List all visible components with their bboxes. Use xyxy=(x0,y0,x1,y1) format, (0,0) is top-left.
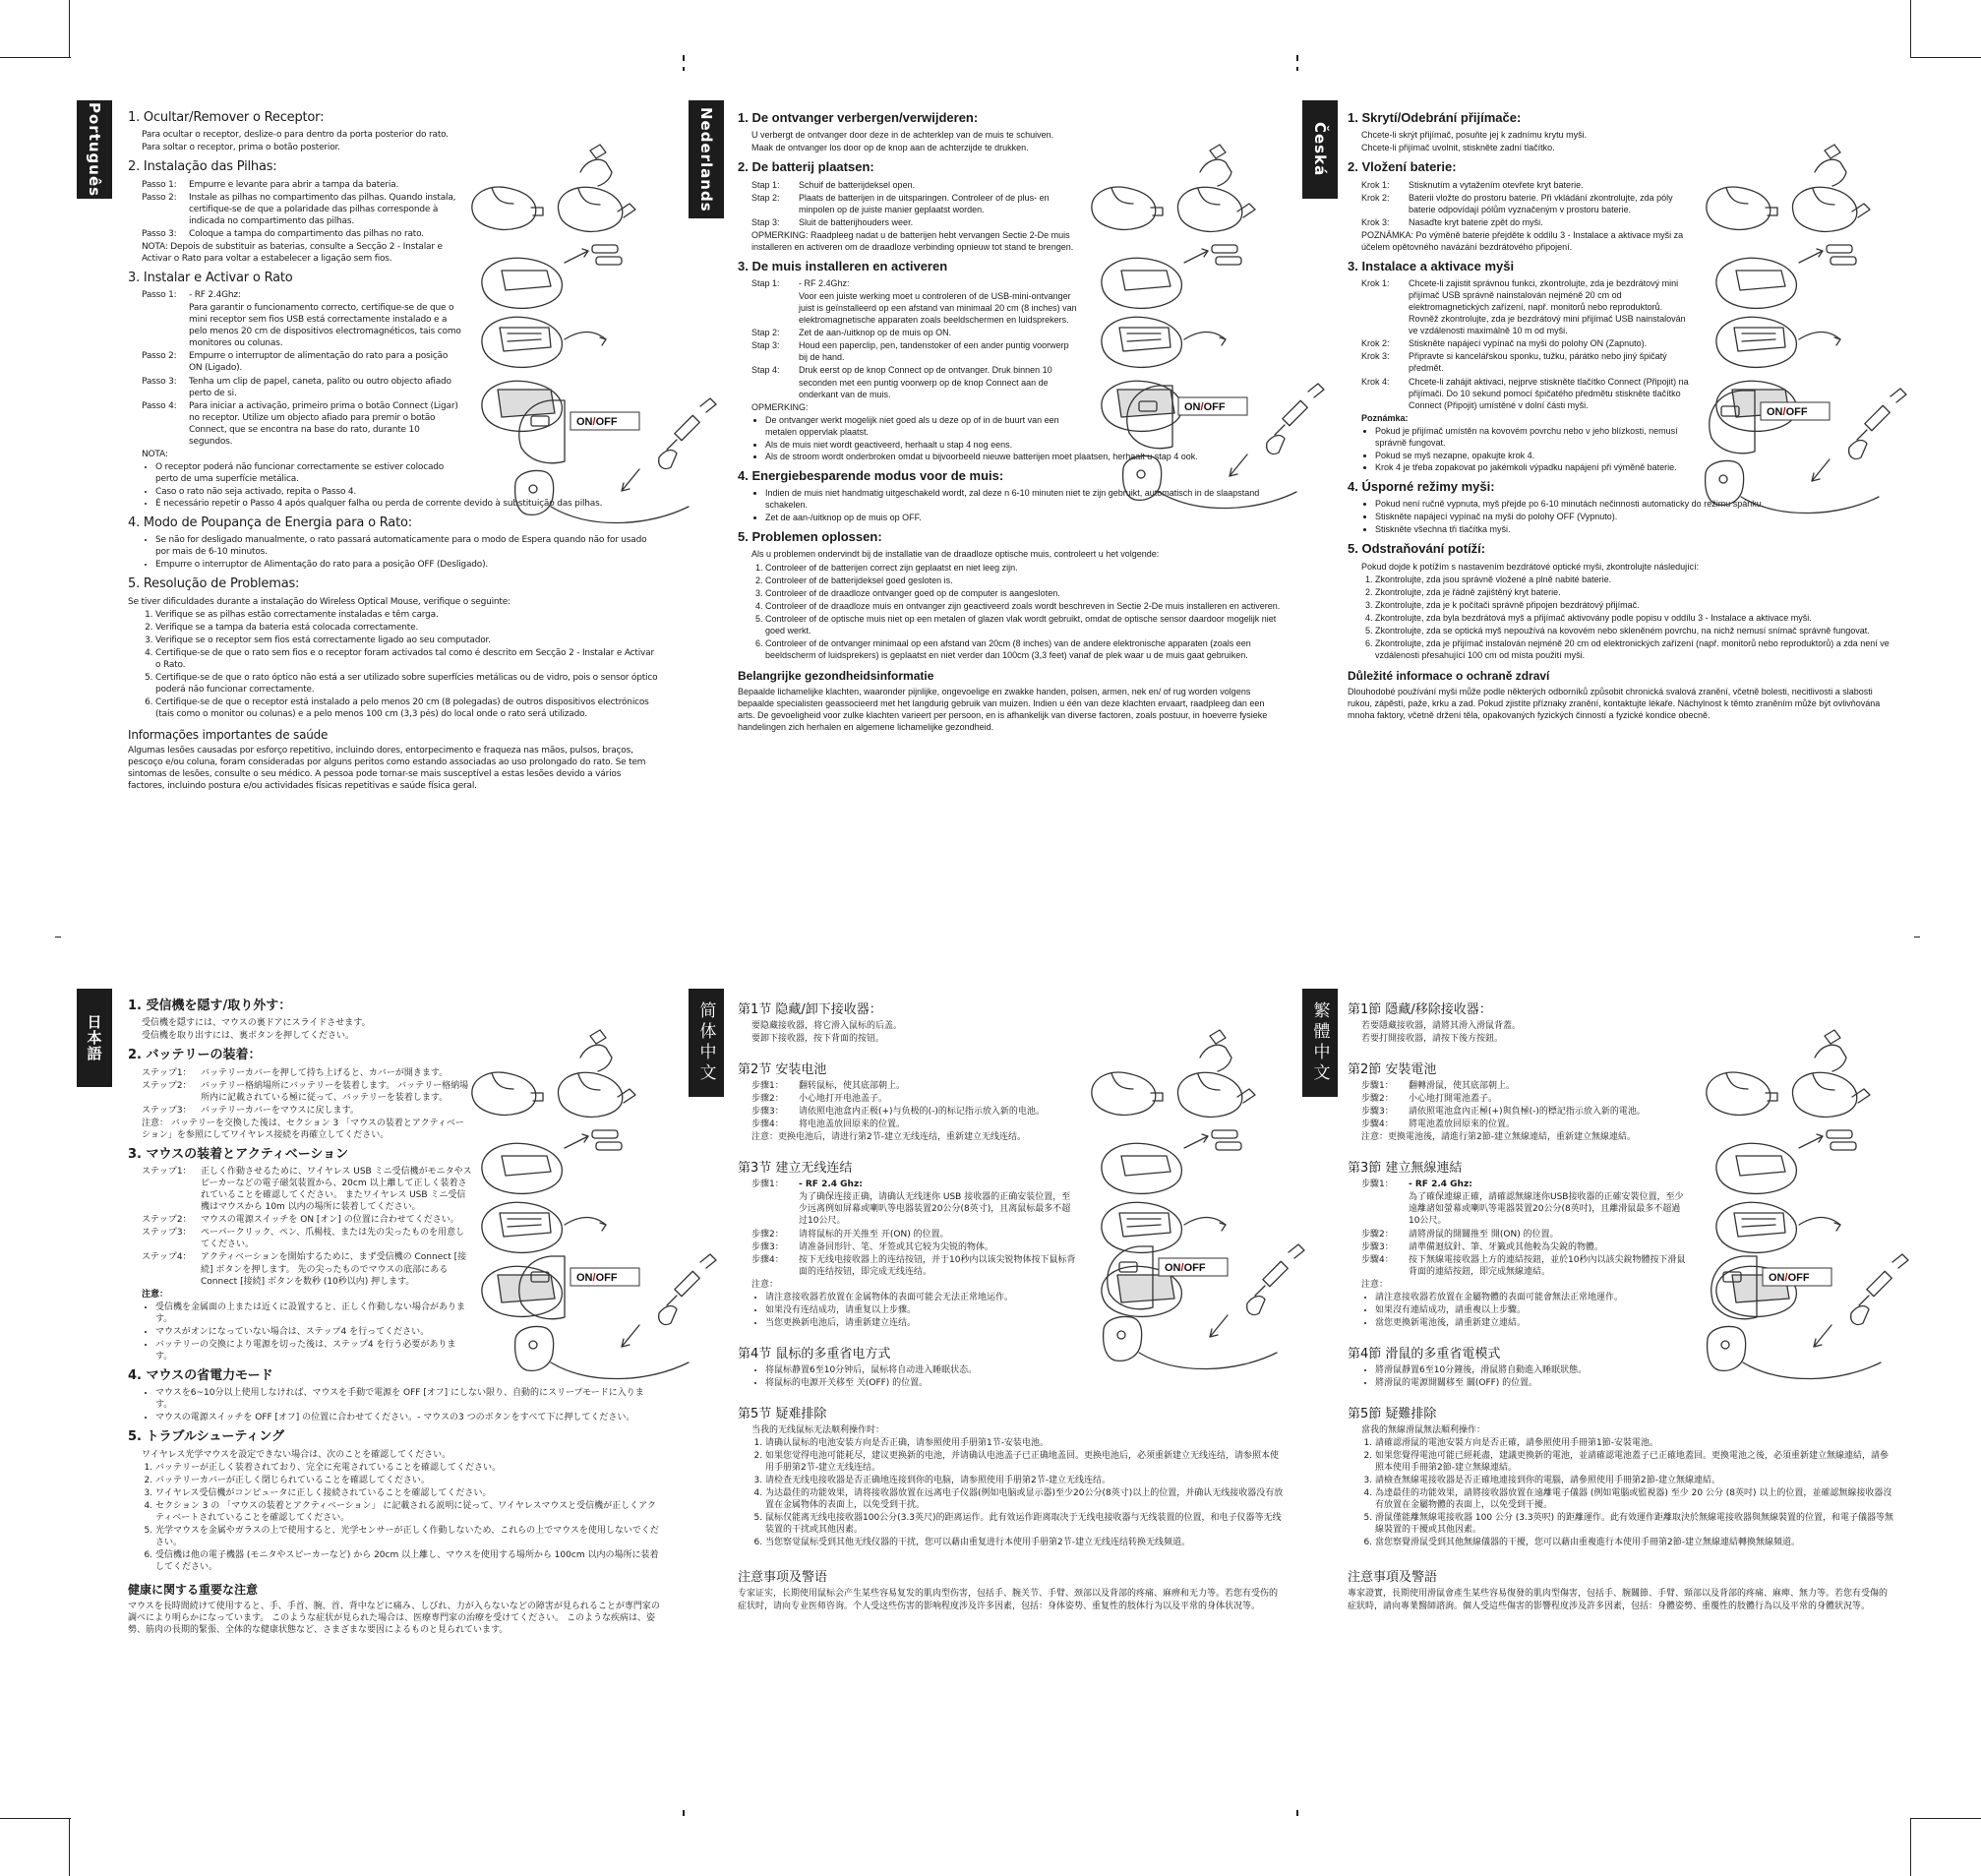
list-item: • Se não for desligado manualmente, o rato passará automaticamente para o modo de Espera quando não for usado por mais de 6-10 minutos. xyxy=(155,534,659,558)
health-heading: 注意事項及警語 xyxy=(1348,1570,1438,1586)
list-item: • Zet de aan-/uitknop op de muis op OFF. xyxy=(765,512,1281,523)
section-heading: 第3節 建立無線連結 xyxy=(1348,1161,1463,1177)
section-heading: 第5节 疑难排除 xyxy=(738,1406,827,1422)
note-label: Poznámka: xyxy=(1361,412,1409,423)
step-row: Krok 2: Baterii vložte do prostoru baterie. Při vkládání zkontrolujte, zda póly baterie odpovídají pólům vyznačeným v prostoru baterie. xyxy=(1361,192,1673,214)
step-row: ステップ3： ペーパークリック、ペン、爪楊枝、または先の尖ったものを用意してください。 xyxy=(142,1228,465,1250)
fold-mark xyxy=(683,1810,685,1816)
step-row: ステップ2： バッテリー格納場所にバッテリーを装着します。 バッテリー格納場所内に記載されている極に従って、バッテリーを装着します。 xyxy=(142,1080,469,1103)
step-row: Stap 4: Druk eerst op de knop Connect op de ontvanger. Druk binnen 10 seconden met een puntig voorwerp op de knop Connect aan de onderkant van de muis. xyxy=(751,365,1052,399)
list-item: 6. 当您察觉鼠标受到其他无线仪器的干扰，您可以藉由重复进行本使用手册第2节-建立无线连结转换无线频道。 xyxy=(765,1537,1284,1548)
step-row: ステップ1： バッテリーカバーを押して持ち上げると、カバーが開きます。 xyxy=(142,1067,449,1078)
step-row: 步驟2： 請將滑鼠的開關推至 開(ON) 的位置。 xyxy=(1361,1229,1559,1240)
list-item: • バッテリーの交換により電源を切った後は、ステップ4 を行う必要があります。 xyxy=(155,1339,472,1362)
power-switch-icon xyxy=(1127,386,1172,449)
step-row: Stap 1: - RF 2.4Ghz: xyxy=(751,278,850,289)
off-label: OFF xyxy=(1785,406,1808,418)
off-label: OFF xyxy=(1183,1262,1206,1274)
section-heading: 5. Problemen oplossen: xyxy=(738,529,882,545)
hidden-receiver-mouse-icon xyxy=(472,1030,635,1117)
note: 注意：更换电池后，请进行第2节-建立无线连结，重新建立无线连结。 xyxy=(751,1132,1026,1143)
activation-illustrations xyxy=(1682,379,1918,516)
paragraph: 受信機を取り出すには、裏ボタンを押してください。 xyxy=(142,1031,355,1042)
list-item: • Krok 4 je třeba zopakovat po jakémkoli výpadku napájení při výměně baterie. xyxy=(1375,461,1893,473)
health-text: マウスを長時間続けて使用すると、手、手首、腕、首、背中などに痛み、しびれ、力が入らないなどの障害が見られることが専門家の調べにより明らかになっています。 このような症状が見られた場合は、医療専門家の治療を受けてください。 このような疾病は、姿勢、筋肉の長期的緊張、全体的な健康状態など、さまざまな要因によるものと見られています。 xyxy=(128,1601,660,1636)
step-row: 步驟4： 將電池蓋放回原來的位置。 xyxy=(1361,1120,1516,1130)
battery-mouse-icon xyxy=(1716,1130,1856,1193)
list-item: 2. Zkontrolujte, zda je řádně zajištěný kryt baterie. xyxy=(1375,586,1893,598)
list-item: 6. Certifique-se de que o receptor está instalado a pelo menos 20 cm (8 polegadas) de outros dispositivos electrónicos (tais como o monitor ou colunas) e a pelo menos 100 cm (3,3 pés) do local onde o rato será utilizado. xyxy=(155,696,659,720)
usb-receiver-icon xyxy=(1849,389,1906,459)
language-tab: Česká xyxy=(1302,100,1338,199)
health-text: 专家证实，长期使用鼠标会产生某些容易复发的肌肉型伤害，包括手、腕关节、手臂、颈部以及背部的疼痛、麻痹和无力等。若您有受伤的症状时，请向专业医师咨询。个人受这些伤害的影响程度涉及许多因素，包括：身体姿势、重复性的肢体行为以及平常的身体状况等。 xyxy=(738,1589,1279,1611)
language-tab: Português xyxy=(77,100,112,199)
hidden-receiver-mouse-icon xyxy=(1092,1030,1255,1117)
paragraph: 受信機を隠すには、マウスの裏ドアにスライドさせます。 xyxy=(142,1018,371,1029)
battery-install-icon xyxy=(1716,317,1840,367)
step-row: Stap 2: Zet de aan-/uitknop op de muis op ON. xyxy=(751,328,952,338)
arrow-icon xyxy=(1210,1315,1228,1337)
arrow-icon xyxy=(622,1325,639,1347)
list-item: 1. Controleer of de batterijen correct zijn geplaatst en niet leeg zijn. xyxy=(765,562,1281,574)
activation-illustration xyxy=(1682,379,1918,516)
list-item: 2. バッテリーカバーが正しく閉じられていることを確認してください。 xyxy=(155,1475,661,1486)
sep-label: / xyxy=(1784,1272,1788,1284)
paragraph: U verbergt de ontvanger door deze in de achterklep van de muis te schuiven. xyxy=(751,130,1054,141)
step-row: 步骤4： 按下无线电接收器上的连结按钮，并于10秒内以该尖锐物体按下鼠标背面的连结按钮，即完成无线连结。 xyxy=(751,1254,1076,1277)
on-off-label xyxy=(576,416,618,428)
mouse-underside-icon xyxy=(515,471,689,523)
list-item: 5. 光学マウスを金属やガラスの上で使用すると、光学センサーが正しく作動しないため、これらの上でマウスを使用しないでください。 xyxy=(155,1525,661,1548)
off-label: OFF xyxy=(1203,401,1226,413)
section-heading: 第4节 鼠标的多重省电方式 xyxy=(738,1346,891,1362)
section-heading: 第3节 建立无线连结 xyxy=(738,1161,853,1177)
step-row: Stap 3: Sluit de batterijhouders weer. xyxy=(751,216,914,227)
list-item: 4. 為達最佳的功能效果，請將接收器放置在遠離電子儀器 (例如電腦或監視器) 至少 20 公分 (8英吋) 以上的位置，並確認無線接收器沒有放置在金屬物體的表面上，以免受到干擾。 xyxy=(1375,1487,1894,1511)
paragraph: 要隐藏接收器，将它滑入鼠标的后盖。 xyxy=(751,1021,903,1031)
note-label: 注意： xyxy=(142,1289,169,1300)
list-item: • É necessário repetir o Passo 4 após qualquer falha ou perda de corrente devido à substituição das pilhas. xyxy=(155,498,659,510)
on-label: ON xyxy=(576,416,593,428)
step-row: 步驟1： 翻轉滑鼠，使其底部朝上。 xyxy=(1361,1081,1516,1092)
step-row: 步骤2： 小心地打开电池盖子。 xyxy=(751,1094,888,1105)
paragraph: Chcete-li přijímač uvolnit, stiskněte zadní tlačítko. xyxy=(1361,143,1555,153)
battery-install-icon xyxy=(1102,317,1226,367)
fold-mark xyxy=(683,67,685,71)
mouse-underside-icon xyxy=(1708,1327,1881,1379)
note-label: NOTA: xyxy=(142,449,168,459)
health-heading: Belangrijke gezondheidsinformatie xyxy=(738,668,934,683)
activation-illustrations xyxy=(492,389,728,526)
on-label: ON xyxy=(1769,1272,1785,1284)
list-item: 1. Zkontrolujte, zda jsou správně vložené a plně nabité baterie. xyxy=(1375,574,1893,585)
step-row: ステップ1： 正しく作動させるために、ワイヤレス USB ミニ受信機がモニタやスピーカーなどの電子磁気装置から、20cm 以上離して正しく装着されていることを確認してください。 またワイヤレス USB ミニ受信機はマウスから 10m 以内の場所に装着してください。 xyxy=(142,1167,472,1213)
note: OPMERKING: Raadpleeg nadat u de batterijen hebt vervangen Sectie 2-De muis installeren en activeren om de draadloze verbinding opnieuw tot stand te brengen. xyxy=(751,229,1074,252)
list-item: 1. 请确认鼠标的电池安装方向是否正确，请参照使用手册第1节-安装电池。 xyxy=(765,1437,1284,1449)
paragraph: Maak de ontvanger los door op de knop aan de achterzijde te drukken. xyxy=(751,143,1029,153)
paragraph: Para soltar o receptor, prima o botão posterior. xyxy=(142,143,340,153)
mouse-underside-icon xyxy=(1104,1317,1277,1369)
crop-mark xyxy=(1910,1818,1911,1876)
on-off-label xyxy=(576,1272,618,1284)
usb-receiver-icon xyxy=(1267,384,1324,454)
activation-illustration xyxy=(1684,1244,1920,1382)
list-item: 2. 如果您覺得電池可能已經耗盡，建議更換新的電池，並請確認電池蓋子已正確地蓋回。更換電池之後，必須重新建立無線連結，請參照本使用手冊第2節-建立無線連結。 xyxy=(1375,1450,1894,1474)
section-heading: 4. Úsporné režimy myši: xyxy=(1348,478,1495,494)
list-item: 6. Zkontrolujte, zda je přijímač instalován nejméně 20 cm od elektronických zařízení (např. monitorů nebo reproduktorů) a zda není ve vzdálenosti přesahující 100 cm od místa použití myši. xyxy=(1375,637,1893,661)
list-item: 4. Certifique-se de que o rato sem fios e o receptor foram activados tal como é descrito em Secção 2 - Instalar e Activar o Rato. xyxy=(155,647,659,671)
language-tab: Nederlands xyxy=(689,100,724,218)
power-switch-icon xyxy=(519,1256,565,1319)
step-row: Krok 3: Připravte si kancelářskou sponku, tužku, párátko nebo jiný špičatý předmět. xyxy=(1361,351,1667,374)
list-item: 1. バッテリーが正しく装着されており、完全に充電されていることを確認してください。 xyxy=(155,1462,661,1474)
step-row: 步驟3： 請依照電池盒內正極(+)與負極(-)的標記指示放入新的電池。 xyxy=(1361,1107,1646,1118)
sep-label: / xyxy=(592,1272,596,1284)
section-heading: 第1节 隐藏/卸下接收器： xyxy=(738,1002,882,1017)
step-row: 步驟1： - RF 2.4 Ghz: xyxy=(1361,1180,1472,1190)
arrow-icon xyxy=(622,469,639,491)
section-heading: 5. Odstraňování potíží: xyxy=(1348,541,1486,557)
list-item: 3. 请检查无线电接收器是否正确地连接到你的电脑，请参照使用手册第2节-建立无线连结。 xyxy=(765,1475,1284,1486)
fold-mark xyxy=(1914,937,1920,938)
step-row: ステップ3： バッテリーカバーをマウスに戻します。 xyxy=(142,1105,359,1116)
list-item: • Stiskněte všechna tři tlačítka myši. xyxy=(1375,523,1893,535)
activation-illustration xyxy=(1100,374,1336,512)
language-tab: 简体中文 xyxy=(689,989,724,1097)
list-item: 3. ワイヤレス受信機がコンピュータに正しく接続されていることを確認してください。 xyxy=(155,1487,661,1499)
off-label: OFF xyxy=(595,416,618,428)
list-item: 5. Certifique-se de que o rato óptico não está a ser utilizado sobre superfícies metálicas ou de vidro, pois o sensor óptico poderá não funcionar correctamente. xyxy=(155,672,659,696)
health-heading: 健康に関する重要な注意 xyxy=(128,1582,259,1597)
activation-illustrations xyxy=(1100,374,1336,512)
list-item: 4. Zkontrolujte, zda byla bezdrátová myš a přijímač aktivovány podle popisu v oddílu 3 - Instalace a aktivace myši. xyxy=(1375,612,1893,624)
health-text: Dlouhodobé používání myši může podle některých odborníků způsobit chronická svalová zranění, včetně bolesti, necitlivosti a slabosti rukou, zápěstí, paže, krku a zad. Pokud zjistíte příznaky zranění, kontaktujte lékaře. Náchylnost k těmto zraněním může být ovlivňována mnoha faktory, včetně držení těla, opakovaných fyzických činností a fyzické kondice obecně. xyxy=(1348,686,1881,720)
arrow-icon xyxy=(1814,1325,1831,1347)
hidden-receiver-mouse-icon xyxy=(1707,1030,1870,1117)
section-heading: 4. マウスの省電力モード xyxy=(128,1367,273,1383)
paragraph: Als u problemen ondervindt bij de installatie van de draadloze optische muis, controleert u het volgende: xyxy=(751,549,1160,560)
step-row: Krok 2: Stiskněte napájecí vypínač na myši do polohy ON (Zapnuto). xyxy=(1361,338,1648,349)
battery-mouse-icon xyxy=(482,245,622,308)
note-label: OPMERKING: xyxy=(751,401,809,412)
paragraph: Pokud dojde k potížím s nastavením bezdrátové optické myši, zkontrolujte následující: xyxy=(1361,561,1700,572)
paragraph: 要卸下接收器，按下背面的按钮。 xyxy=(751,1034,885,1045)
note: NOTA: Depois de substituir as baterias, consulte a Secção 2 - Instalar e Activar o Rato para voltar a estabelecer a ligação sem fios. xyxy=(142,241,443,264)
power-switch-icon xyxy=(1108,1246,1153,1309)
hidden-receiver-mouse-icon xyxy=(1707,145,1870,231)
list-item: 4. 为达最佳的功能效果，请将接收器放置在远离电子仪器(例如电脑或显示器)至少20公分(8英寸)以上的位置，并确认无线接收器没有放置在金属物体的表面上，以免受到干扰。 xyxy=(765,1487,1284,1511)
crop-mark xyxy=(69,1818,70,1876)
paragraph: Para ocultar o receptor, deslize-o para dentro da porta posterior do rato. xyxy=(142,130,449,141)
paragraph: ワイヤレス光学マウスを設定できない場合は、次のことを確認してください。 xyxy=(142,1449,451,1460)
on-label: ON xyxy=(1767,406,1783,418)
battery-mouse-icon xyxy=(482,1130,622,1193)
list-item: 1. 請確認滑鼠的電池安裝方向是否正確，請參照使用手冊第1節-安裝電池。 xyxy=(1375,1437,1894,1449)
mouse-underside-icon xyxy=(1123,456,1296,509)
section-heading: 2. Vložení baterie: xyxy=(1348,159,1457,175)
paragraph: 為了確保連線正確，請確認無線迷你USB接收器的正確安裝位置，至少遠離諸如螢幕或喇叭等電器裝置20公分(8英吋)，且離滑鼠最多不超過10公尺。 xyxy=(1409,1192,1684,1227)
section-heading: 2. バッテリーの装着： xyxy=(128,1048,262,1063)
list-item: • O receptor poderá não funcionar correctamente se estiver colocado perto de uma superfície metálica. xyxy=(155,461,462,485)
list-item: 6. 當您察覺滑鼠受到其他無線儀器的干擾，您可以藉由重複進行本使用手冊第2節-建立無線連結轉換無線頻道。 xyxy=(1375,1537,1894,1548)
note-label: 注意： xyxy=(751,1279,779,1290)
health-heading: Důležité informace o ochraně zdraví xyxy=(1348,668,1550,683)
sep-label: / xyxy=(592,416,596,428)
hidden-receiver-mouse-icon xyxy=(472,145,635,231)
on-off-label xyxy=(1767,406,1808,418)
note: 注意：更換電池後，請進行第2節-建立無線連結，重新建立無線連結。 xyxy=(1361,1132,1636,1143)
section-heading: 3. Instalace a aktivace myši xyxy=(1348,258,1515,273)
note: POZNÁMKA: Po výměně baterie přejděte k oddílu 3 - Instalace a aktivace myši za účelem opětovného navázání bezdrátového připojení. xyxy=(1361,229,1684,252)
list-item: • マウスがオンになっていない場合は、ステップ4 を行ってください。 xyxy=(155,1326,472,1338)
on-off-label xyxy=(1769,1272,1810,1284)
list-item: • 請注意接收器若放置在金屬物體的表面可能會無法正常地運作。 xyxy=(1375,1292,1687,1303)
battery-mouse-icon xyxy=(1102,245,1241,308)
section-heading: 4. Energiebesparende modus voor de muis: xyxy=(738,467,1004,483)
list-item: 6. Controleer of de ontvanger minimaal op een afstand van 20cm (8 inches) van de andere elektronische apparaten (zoals een beeldscherm of luidsprekers) is geplaatst en niet verder dan 100cm (3,3 feet) vanaf de plek waar u de muis gaat gebruiken. xyxy=(765,637,1281,661)
list-item: • 如果沒有連結成功，請重複以上步驟。 xyxy=(1375,1304,1687,1316)
step-row: Krok 1: Chcete-li zajistit správnou funkci, zkontrolujte, zda je bezdrátový mini přijímač USB správně nainstalován nejméně 20 cm od elektromagnetických zařízení, např. monitorů nebo reproduktorů. Rovněž zkontrolujte, zda je bezdrátový mini přijímač USB nainstalován ve vzdálenosti maximálně 10 m od myši. xyxy=(1361,278,1686,336)
on-label: ON xyxy=(1165,1262,1181,1274)
section-heading: 2. Instalação das Pilhas: xyxy=(128,159,277,175)
health-heading: 注意事项及警语 xyxy=(738,1570,828,1586)
power-switch-icon xyxy=(519,400,565,463)
arrow-icon xyxy=(1812,459,1830,481)
section-heading: 5. Resolução de Problemas: xyxy=(128,576,300,592)
step-row: Krok 3: Nasaďte kryt baterie zpět do myši. xyxy=(1361,216,1543,227)
on-label: ON xyxy=(576,1272,593,1284)
activation-illustration xyxy=(492,1244,728,1382)
activation-illustrations xyxy=(1080,1235,1316,1372)
arrow-icon xyxy=(1230,454,1247,476)
list-item: 2. Controleer of de batterijdeksel goed gesloten is. xyxy=(765,575,1281,586)
list-item: • Pokud se myš nezapne, opakujte krok 4. xyxy=(1375,450,1692,461)
activation-illustrations xyxy=(492,1244,728,1382)
crop-mark xyxy=(1910,0,1911,57)
section-heading: 1. Ocultar/Remover o Receptor: xyxy=(128,110,325,125)
health-text: Bepaalde lichamelijke klachten, waaronder pijnlijke, ongevoelige en zwakke handen, polsen, armen, nek en/ of rug worden volgens bepaalde specialisten geassocieerd met het langdurig gebruik van muizen. Indien u één van deze klachten ervaart, raadpleeg dan een arts. De gevoeligheid voor zulke klachten varieert per persoon, en is afhankelijk van diverse factoren, zoals postuur, in hoeverre fysieke handelingen zich herhalen en algemene lichamelijke gezondheid. xyxy=(738,686,1268,733)
usb-receiver-icon xyxy=(1851,1254,1908,1325)
step-row: Passo 2: Instale as pilhas no compartimento das pilhas. Quando instala, certifique-se de que a polaridade das pilhas corresponde à indicada no compartimento das pilhas. xyxy=(142,192,456,226)
section-heading: 1. 受信機を隠す/取り外す： xyxy=(128,999,292,1013)
list-item: • 受信機を金属面の上または近くに設置すると、正しく作動しない場合があります。 xyxy=(155,1301,472,1325)
list-item: • Pokud je přijímač umístěn na kovovém povrchu nebo v jeho blízkosti, nemusí správně fungovat. xyxy=(1375,425,1692,449)
section-heading: 3. De muis installeren en activeren xyxy=(738,258,948,273)
activation-illustrations xyxy=(1684,1244,1920,1382)
section-heading: 4. Modo de Poupança de Energia para o Rato: xyxy=(128,515,412,531)
list-item: • Pokud není ručně vypnuta, myš přejde po 6-10 minutách nečinnosti automaticky do režimu spánku. xyxy=(1375,498,1893,510)
power-switch-icon xyxy=(1710,391,1755,454)
language-tab: 繁體中文 xyxy=(1302,989,1338,1097)
step-row: ステップ2： マウスの電源スイッチを ON [オン] の位置に合わせてください。 xyxy=(142,1215,459,1226)
sep-label: / xyxy=(1200,401,1204,413)
section-heading: 第1節 隱藏/移除接收器： xyxy=(1348,1002,1492,1017)
paragraph: 为了确保连接正确，请确认无线迷你 USB 接收器的正确安装位置，至少远离例如屏幕或喇叭等电器装置20公分(8英寸)，且离鼠标最多不超过10公尺。 xyxy=(799,1192,1071,1227)
list-item: 4. Controleer of de draadloze muis en ontvanger zijn geactiveerd zoals wordt beschreven in Sectie 2-De muis installeren en activeren. xyxy=(765,600,1281,612)
list-item: 5. 鼠标仅能离无线电接收器100公分(3.3英尺)的距离运作。此有效运作距离取决于无线电接收器与无线装置的位置，和电子仪器等无线装置的干扰或其他因素。 xyxy=(765,1512,1284,1536)
list-item: 5. Zkontrolujte, zda se optická myš nepoužívá na kovovém nebo skleněném povrchu, na nichž nemusí snímač správně fungovat. xyxy=(1375,625,1893,636)
mouse-underside-icon xyxy=(1706,461,1879,514)
step-row: ステップ4： アクティベーションを開始するために、まず受信機の Connect [接続] ボタンを押します。 先の尖ったものでマウスの底部にある Connect [接続] ボタンを数秒 (10秒以内) 押します。 xyxy=(142,1252,467,1287)
on-off-label xyxy=(1184,401,1226,413)
battery-install-icon xyxy=(482,317,606,367)
health-heading: Informações importantes de saúde xyxy=(128,728,329,743)
on-off-label xyxy=(1165,1262,1206,1274)
step-row: Stap 2: Plaats de batterijen in de uitsparingen. Controleer of de plus- en minpolen op de juiste manier geplaatst worden. xyxy=(751,192,1050,214)
health-text: 專家證實，長期使用滑鼠會產生某些容易復發的肌肉型傷害，包括手、腕關節、手臂、頸部以及背部的疼痛、麻痺、無力等。若您有受傷的症狀時，請向專業醫師諮詢。個人受這些傷害的影響程度涉及許多因素，包括：身體姿勢、重覆性的肢體行為以及平常的身體狀況等。 xyxy=(1348,1589,1889,1611)
crop-mark xyxy=(1910,1818,1981,1819)
section-heading: 第4節 滑鼠的多重省電模式 xyxy=(1348,1346,1501,1362)
activation-illustration xyxy=(492,389,728,526)
fold-mark xyxy=(1296,55,1298,61)
crop-mark xyxy=(69,0,70,57)
list-item: 3. Verifique se o receptor sem fios está correctamente ligado ao seu computador. xyxy=(155,635,659,646)
step-row: Krok 4: Chcete-li zahájit aktivaci, nejprve stiskněte tlačítko Connect (Připojit) na přijímači. Do 10 sekund pomocí špičatého předmětu stiskněte tlačítko Connect (Připojit) umístěné v dolní části myši. xyxy=(1361,376,1689,410)
list-item: • マウスの電源スイッチを OFF [オフ] の位置に合わせてください。- マウスの3 つのボタンをすべて下に押してください。 xyxy=(155,1412,661,1423)
fold-mark xyxy=(683,55,685,61)
section-heading: 3. マウスの装着とアクティベーション xyxy=(128,1146,349,1162)
paragraph: Chcete-li skrýt přijímač, posuňte jej k zadnímu krytu myši. xyxy=(1361,130,1588,141)
paragraph: 若要打開接收器，請按下後方按鈕。 xyxy=(1361,1034,1504,1045)
step-row: Passo 3: Tenha um clip de papel, caneta, palito ou outro objecto afiado perto de si. xyxy=(142,376,451,398)
step-row: 步驟4： 按下無線電接收器上方的連結按鈕，並於10秒內以該尖銳物體按下滑鼠背面的連結按鈕，即完成無線連結。 xyxy=(1361,1254,1686,1277)
list-item: 3. 請檢查無線電接收器是否正確地連接到你的電腦，請參照使用手冊第2節-建立無線連結。 xyxy=(1375,1475,1894,1486)
list-item: • マウスを6~10分以上使用しなければ、マウスを手動で電源を OFF [オフ] にしない限り、自動的にスリープモードに入ります。 xyxy=(155,1387,661,1411)
list-item: • Caso o rato não seja activado, repita o Passo 4. xyxy=(155,486,462,498)
section-heading: 5. トラブルシューティング xyxy=(128,1429,285,1445)
list-item: • De ontvanger werkt mogelijk niet goed als u deze op of in de buurt van een metalen oppervlak plaatst. xyxy=(765,414,1077,438)
section-heading: 第2节 安装电池 xyxy=(738,1062,827,1078)
list-item: • 將滑鼠的電源開關移至 關(OFF) 的位置。 xyxy=(1375,1377,1894,1389)
paragraph: Para garantir o funcionamento correcto, certifique-se de que o mini receptor sem fios USB está correctamente instalado e a pelo menos 20 cm de dispositivos electromagnéticos, tais como monitores ou colunas. xyxy=(189,303,461,349)
list-item: 3. Controleer of de draadloze ontvanger goed op de computer is aangesloten. xyxy=(765,587,1281,599)
paragraph: 当我的无线鼠标无法顺利操作时： xyxy=(751,1424,885,1435)
section-heading: 1. Skrytí/Odebrání přijímače: xyxy=(1348,110,1522,125)
step-row: Passo 2: Empurre o interruptor de alimentação do rato para a posição ON (Ligado). xyxy=(142,351,449,374)
usb-receiver-icon xyxy=(659,398,716,469)
section-heading: 1. De ontvanger verbergen/verwijderen: xyxy=(738,110,979,125)
health-text: Algumas lesões causadas por esforço repetitivo, incluindo dores, entorpecimento e fraqueza nas mãos, pulsos, braços, pescoço e/ou coluna, foram consideradas por alguns peritos como estando associadas ao uso prolongado do rato. Se tem sintomas de lesões, consulte o seu médico. A pessoa pode tornar-se mais susceptível a estas lesões devido a vários factores, incluindo postura e/ou actividades físicas repetitivas e saúde física geral. xyxy=(128,746,646,792)
list-item: 5. 滑鼠僅能離無線電接收器 100 公分 (3.3英呎) 的距離運作。此有效運作距離取決於無線電接收器與無線裝置的位置，和電子儀器等無線裝置的干擾或其他因素。 xyxy=(1375,1512,1894,1536)
sep-label: / xyxy=(1782,406,1786,418)
battery-mouse-icon xyxy=(1102,1130,1241,1193)
step-row: Passo 1: - RF 2.4Ghz: xyxy=(142,290,241,301)
list-item: 6. 受信機は他の電子機器 (モニタやスピーカーなど) から 20cm 以上離し、マウスを使用する場所から 100cm 以内の場所に装着してください。 xyxy=(155,1549,661,1573)
list-item: 4. セクション 3 の 「マウスの装着とアクティベーション」 に記載される説明に従って、ワイヤレスマウスと受信機が正しくアクティベートされていることを確認してください。 xyxy=(155,1500,661,1524)
list-item: 2. Verifique se a tampa da bateria está colocada correctamente. xyxy=(155,622,659,634)
list-item: 5. Controleer of de optische muis niet op een metalen of glazen vlak wordt gebruikt, omdat de optische sensor daardoor mogelijk niet goed werkt. xyxy=(765,613,1281,636)
list-item: 2. 如果您觉得电池可能耗尽，建议更换新的电池，并请确认电池盖子已正确地盖回。更换电池后，必须重新建立无线连结，请参照本使用手册第2节-建立无线连结。 xyxy=(765,1450,1284,1474)
section-heading: 第2節 安裝電池 xyxy=(1348,1062,1437,1078)
off-label: OFF xyxy=(595,1272,618,1284)
activation-illustration xyxy=(1080,1235,1316,1372)
note: 注意： バッテリーを交換した後は、セクション 3 「マウスの装着とアクティベーション」を参照にしてワイヤレス接続を再確立してください。 xyxy=(142,1118,464,1140)
note-label: 注意： xyxy=(1361,1279,1389,1290)
step-row: Passo 4: Para iniciar a activação, primeiro prima o botão Connect (Ligar) no receptor. Utilize um objecto afiado para premir o botão Connect, que se encontra na base do rato, durante 10 segundos. xyxy=(142,400,458,447)
step-row: Passo 1: Empurre e levante para abrir a tampa da bateria. xyxy=(142,179,399,190)
step-row: Stap 1: Schuif de batterijdeksel open. xyxy=(751,179,916,190)
step-row: 步骤1： 翻转鼠标，使其底部朝上。 xyxy=(751,1081,906,1092)
list-item: • Als de muis niet wordt geactiveerd, herhaalt u stap 4 nog eens. xyxy=(765,439,1077,451)
language-tab: 日本語 xyxy=(77,989,112,1087)
crop-mark xyxy=(0,1818,71,1819)
list-item: • Als de stroom wordt onderbroken omdat u bijvoorbeeld nieuwe batterijen moet plaatsen, herhaalt u stap 4 ook. xyxy=(765,451,1281,462)
list-item: • 將滑鼠靜置6至10分鐘後，滑鼠將自動進入睡眠狀態。 xyxy=(1375,1364,1894,1376)
step-row: 步驟2： 小心地打開電池蓋子。 xyxy=(1361,1094,1498,1105)
mouse-underside-icon xyxy=(515,1327,689,1379)
power-switch-icon xyxy=(1711,1256,1757,1319)
paragraph: 當我的無線滑鼠無法順利操作： xyxy=(1361,1424,1486,1435)
list-item: • Indien de muis niet handmatig uitgeschakeld wordt, zal deze n 6-10 minuten niet te zijn gebruikt, automatisch in de slaapstand schakelen. xyxy=(765,487,1281,511)
step-row: 步骤4： 将电池盖放回原来的位置。 xyxy=(751,1120,906,1130)
section-heading: 2. De batterij plaatsen: xyxy=(738,159,874,175)
step-row: 步骤1： - RF 2.4 Ghz: xyxy=(751,1180,863,1190)
list-item: • 请注意接收器若放置在金属物体的表面可能会无法正常地运作。 xyxy=(765,1292,1077,1303)
crop-mark xyxy=(1910,57,1981,58)
list-item: • 将鼠标的电源开关移至 关(OFF) 的位置。 xyxy=(765,1377,1284,1389)
step-row: 步驟3： 請準備迴紋針、筆、牙籤或其他較為尖銳的物體。 xyxy=(1361,1241,1604,1252)
usb-receiver-icon xyxy=(1247,1244,1304,1315)
step-row: 步骤2： 请将鼠标的开关推至 开(ON) 的位置。 xyxy=(751,1229,949,1240)
step-row: 步骤3： 请准备回形针、笔、牙签或其它较为尖锐的物体。 xyxy=(751,1241,994,1252)
list-item: • Stiskněte napájecí vypínač na myši do polohy OFF (Vypnuto). xyxy=(1375,511,1893,522)
on-label: ON xyxy=(1184,401,1201,413)
list-item: • 如果没有连结成功，请重复以上步骤。 xyxy=(765,1304,1077,1316)
fold-mark xyxy=(1296,1810,1298,1816)
crop-mark xyxy=(0,57,71,58)
hidden-receiver-mouse-icon xyxy=(1092,145,1255,231)
off-label: OFF xyxy=(1787,1272,1810,1284)
step-row: Stap 3: Houd een paperclip, pen, tandenstoker of een ander puntig voorwerp bij de hand. xyxy=(751,340,1069,363)
sep-label: / xyxy=(1180,1262,1184,1274)
paragraph: 若要隱藏接收器，請將其滑入滑鼠背蓋。 xyxy=(1361,1021,1522,1031)
step-row: Krok 1: Stisknutím a vytažením otevřete kryt baterie. xyxy=(1361,179,1584,190)
list-item: • 當您更換新電池後，請重新建立連結。 xyxy=(1375,1317,1687,1329)
fold-mark xyxy=(55,937,61,938)
section-heading: 3. Instalar e Activar o Rato xyxy=(128,270,293,285)
paragraph: Se tiver dificuldades durante a instalação do Wireless Optical Mouse, verifique o seguinte: xyxy=(128,596,510,607)
list-item: • Empurre o interruptor de Alimentação do rato para a posição OFF (Desligado). xyxy=(155,559,659,571)
list-item: • 将鼠标静置6至10分钟后，鼠标将自动进入睡眠状态。 xyxy=(765,1364,1284,1376)
list-item: 1. Verifique se as pilhas estão correctamente instaladas e têm carga. xyxy=(155,609,659,621)
list-item: 3. Zkontrolujte, zda je k počítači správně připojen bezdrátový přijímač. xyxy=(1375,599,1893,611)
list-item: • 当您更换新电池后，请重新建立连结。 xyxy=(765,1317,1077,1329)
usb-receiver-icon xyxy=(659,1254,716,1325)
step-row: 步骤3： 请依照电池盒内正极(+)与负极的(-)的标记指示放入新的电池。 xyxy=(751,1107,1045,1118)
step-row: Passo 3: Coloque a tampa do compartimento das pilhas no rato. xyxy=(142,228,424,239)
section-heading: 第5節 疑難排除 xyxy=(1348,1406,1437,1422)
paragraph: Voor een juiste werking moet u controleren of de USB-mini-ontvanger juist is geïnstalleerd op een afstand van minimaal 20 cm (8 inches) van elektromagnetische apparaten zoals beeldschermen en luidsprekers. xyxy=(799,291,1077,326)
battery-mouse-icon xyxy=(1716,245,1856,308)
fold-mark xyxy=(1296,67,1298,71)
